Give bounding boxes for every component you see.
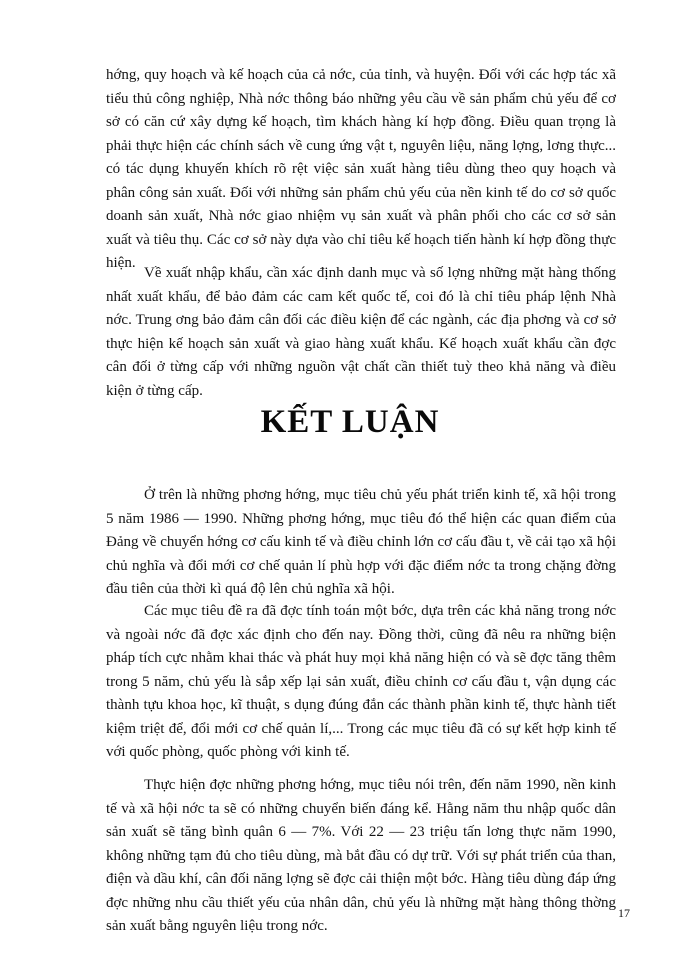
section-heading-conclusion: KẾT LUẬN: [260, 404, 440, 440]
paragraph-planning: hớng, quy hoạch và kế hoạch của cả nớc, của tỉnh, và huyện. Đối với các hợp tác xã tiểu thủ công nghiệp, Nhà nớc thông báo những yêu cầu về sản phẩm chủ yếu để cơ sở có căn cứ xây dựng kế hoạch, tìm khách hàng kí hợp đồng. Điều quan trọng là phải thực hiện các chính sách về cung ứng vật t, nguyên liệu, năng lợng, lơng thực... có tác dụng khuyến khích rõ rệt việc sản xuất hàng tiêu dùng theo quy hoạch và phân công sản xuất. Đối với những sản phẩm chủ yếu của nền kinh tế do cơ sở quốc doanh sản xuất, Nhà nớc giao nhiệm vụ sản xuất và phân phối cho các cơ sở sản xuất và tiêu thụ. Các cơ sở này dựa vào chỉ tiêu kế hoạch tiến hành kí hợp đồng thực hiện.: [106, 67, 616, 271]
paragraph-import-export: Về xuất nhập khẩu, cần xác định danh mục và số lợng những mặt hàng thống nhất xuất khẩu, để bảo đảm các cam kết quốc tế, coi đó là chỉ tiêu pháp lệnh Nhà nớc. Trung ơng bảo đảm cân đối các điều kiện để các ngành, các địa phơng và cơ sở thực hiện kế hoạch sản xuất và giao hàng xuất khẩu. Kế hoạch xuất khẩu cần đợc cân đối ở từng cấp với những nguồn vật chất cần thiết tuỳ theo khả năng và điều kiện ở từng cấp.: [106, 265, 616, 399]
paragraph-conclusion-outcomes: Thực hiện đợc những phơng hớng, mục tiêu nói trên, đến năm 1990, nền kinh tế và xã hội nớc ta sẽ có những chuyển biến đáng kể. Hằng năm thu nhập quốc dân sản xuất sẽ tăng bình quân 6 — 7%. Với 22 — 23 triệu tấn lơng thực năm 1990, không những tạm đủ cho tiêu dùng, mà bắt đầu có dự trữ. Với sự phát triển của than, điện và dầu khí, cân đối năng lợng sẽ đợc cải thiện một bớc. Hàng tiêu dùng đáp ứng đợc những nhu cầu thiết yếu của nhân dân, chủ yếu là những mặt hàng thông thờng sản xuất bằng nguyên liệu trong nớc.: [106, 777, 616, 934]
paragraph-conclusion-overview: Ở trên là những phơng hớng, mục tiêu chủ yếu phát triển kinh tế, xã hội trong 5 năm 1986 — 1990. Những phơng hớng, mục tiêu đó thể hiện các quan điểm của Đảng về chuyển hớng cơ cấu kinh tế và điều chỉnh lớn cơ cấu đầu t, về cải tạo xã hội chủ nghĩa và đổi mới cơ chế quản lí phù hợp với đặc điểm nớc ta trong chặng đờng đầu tiên của thời kì quá độ lên chủ nghĩa xã hội.: [106, 487, 616, 597]
paragraph-conclusion-targets: Các mục tiêu đề ra đã đợc tính toán một bớc, dựa trên các khả năng trong nớc và ngoài nớc đã đợc xác định cho đến nay. Đồng thời, cũng đã nêu ra những biện pháp tích cực nhằm khai thác và phát huy mọi khả năng hiện có và sẽ đợc tăng thêm trong 5 năm, chủ yếu là sắp xếp lại sản xuất, điều chỉnh cơ cấu đầu t, vận dụng các thành tựu khoa học, kĩ thuật, s dụng đúng đắn các thành phần kinh tế, thực hành tiết kiệm triệt để, đổi mới cơ chế quản lí,... Trong các mục tiêu đã có sự kết hợp kinh tế với quốc phòng, quốc phòng với kinh tế.: [106, 603, 616, 760]
page-number: 17: [618, 906, 630, 920]
